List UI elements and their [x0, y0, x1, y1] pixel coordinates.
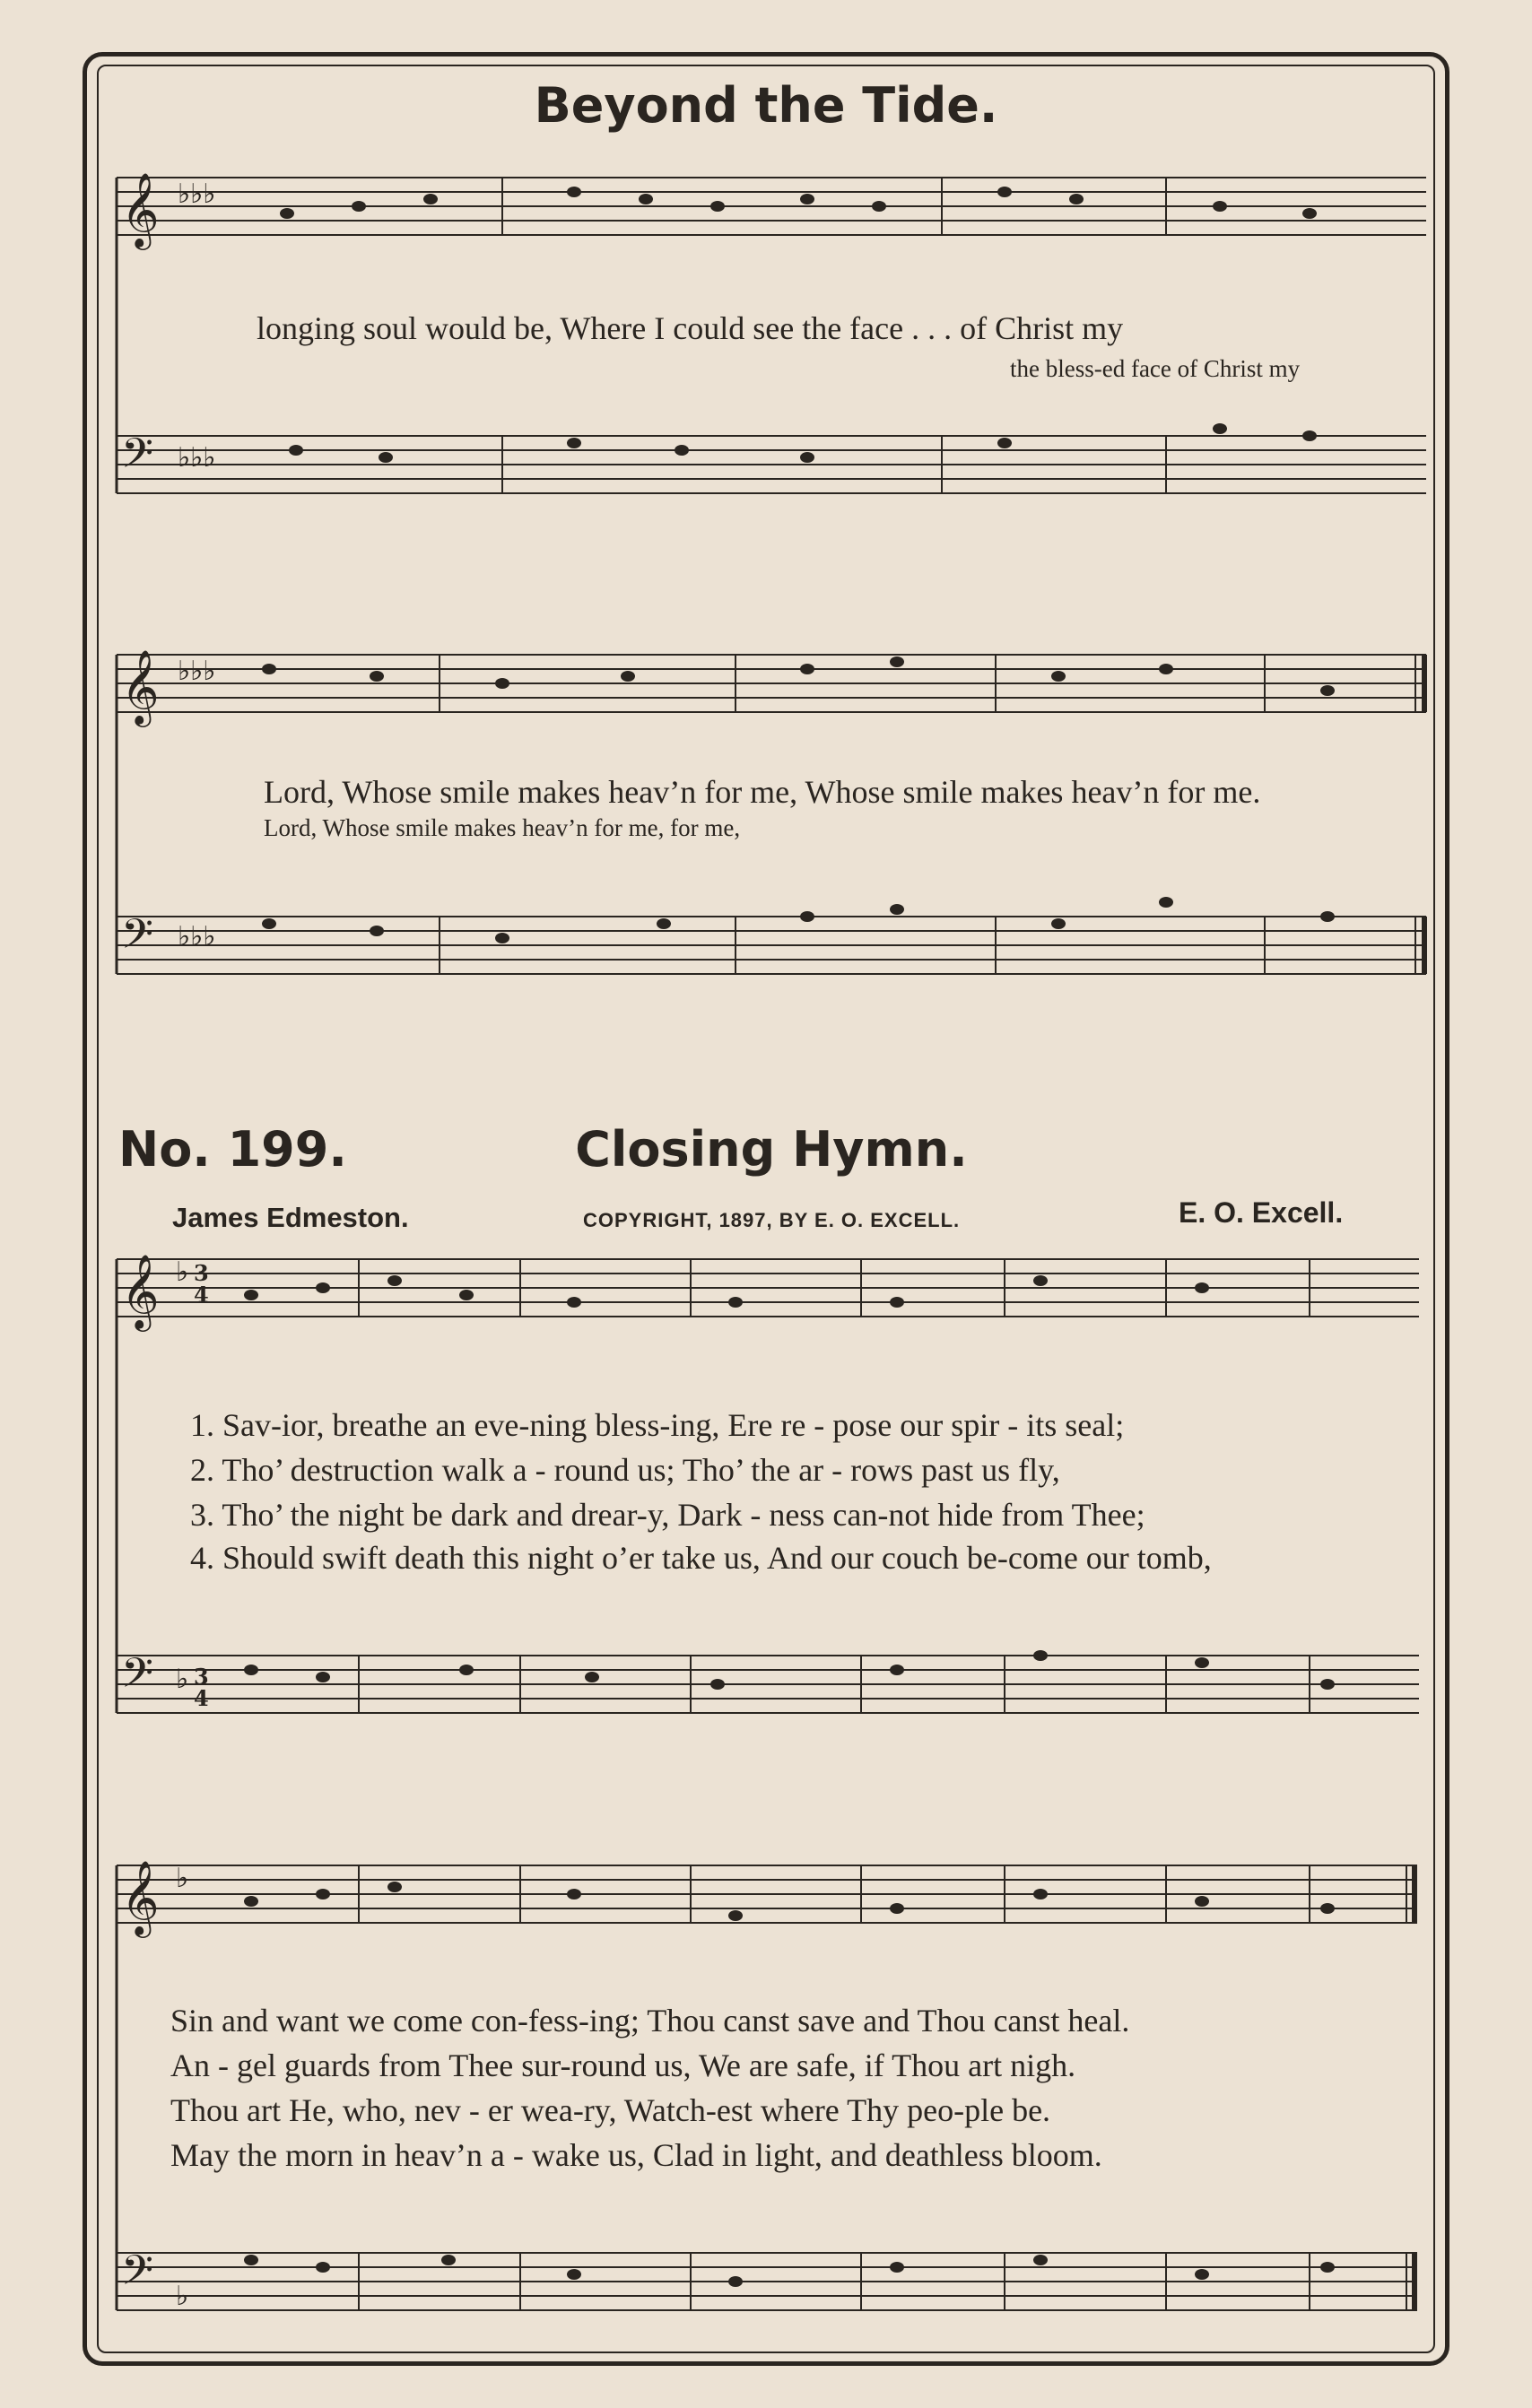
bass-clef-icon: 𝄢: [121, 2247, 154, 2305]
system-2-treble-staff: [117, 655, 1426, 712]
system-1-treble-staff: [117, 178, 1426, 235]
alto-lyrics-line-1: the bless-ed face of Christ my: [1010, 355, 1301, 382]
flat-icon: ♭♭♭: [178, 656, 216, 687]
flat-icon: ♭: [176, 1863, 189, 1894]
time-signature-icon: 3: [194, 1664, 209, 1690]
hymn-title-beyond-the-tide: Beyond the Tide.: [534, 77, 998, 134]
noteheads: [244, 187, 1335, 2287]
flat-icon: ♭: [176, 2281, 189, 2312]
flat-icon: ♭♭♭: [178, 921, 216, 952]
system-3-treble-staff: [117, 1259, 1419, 1317]
final-barlines: [1406, 655, 1424, 2310]
treble-clef-icon: 𝄞: [121, 1253, 160, 1328]
flat-icon: ♭♭♭: [178, 178, 216, 210]
treble-clef-icon: 𝄞: [121, 171, 160, 247]
bass-clef-icon: 𝄢: [121, 430, 154, 488]
alto-lyrics-line-2: Lord, Whose smile makes heav’n for me, for me,: [264, 814, 741, 841]
flat-icon: ♭♭♭: [178, 442, 216, 474]
system-4-bass-staff: [117, 2253, 1417, 2310]
system-3-bass-staff: [117, 1656, 1419, 1713]
system-4-treble-staff: [117, 1865, 1417, 1923]
verse-line: Sin and want we come con-fess-ing; Thou canst save and Thou canst heal.: [170, 2003, 1130, 2039]
bass-clef-icon: 𝄢: [121, 1649, 154, 1708]
copyright-notice: COPYRIGHT, 1897, BY E. O. EXCELL.: [583, 1209, 961, 1231]
author-credit: James Edmeston.: [172, 1202, 409, 1233]
verse-line: An - gel guards from Thee sur-round us, We are safe, if Thou art nigh.: [170, 2047, 1076, 2083]
flat-icon: ♭: [176, 1256, 189, 1288]
music-staves: [117, 178, 1426, 2310]
verse-line: 4. Should swift death this night o’er take us, And our couch be-come our tomb,: [190, 1540, 1212, 1576]
verse-line: 2. Tho’ destruction walk a - round us; Tho’ the ar - rows past us fly,: [190, 1452, 1060, 1488]
hymn-title-closing-hymn: Closing Hymn.: [575, 1121, 968, 1178]
verse-line: 1. Sav-ior, breathe an eve-ning bless-ing, Ere re - pose our spir - its seal;: [190, 1407, 1125, 1443]
verse-line: May the morn in heav’n a - wake us, Clad in light, and deathless bloom.: [170, 2137, 1102, 2173]
time-signature-icon: 4: [194, 1685, 209, 1711]
flat-icon: ♭: [176, 1664, 189, 1695]
bass-clef-icon: 𝄢: [121, 910, 154, 969]
verse-line: Thou art He, who, nev - er wea-ry, Watch-est where Thy peo-ple be.: [170, 2092, 1051, 2128]
treble-clef-icon: 𝄞: [121, 648, 160, 724]
lyrics-line-2: Lord, Whose smile makes heav’n for me, Whose smile makes heav’n for me.: [264, 774, 1261, 810]
measure-barlines: [359, 178, 1310, 2310]
system-2-bass-staff: [117, 917, 1426, 974]
hymn-number: No. 199.: [118, 1121, 347, 1178]
system-1-bass-staff: [117, 436, 1426, 493]
verse-line: 3. Tho’ the night be dark and drear-y, Dark - ness can-not hide from Thee;: [190, 1497, 1145, 1533]
time-signature-icon: 3: [194, 1260, 209, 1286]
lyrics-line-1: longing soul would be, Where I could see the face . . . of Christ my: [257, 310, 1124, 346]
treble-clef-icon: 𝄞: [121, 1859, 160, 1934]
time-signature-icon: 4: [194, 1282, 209, 1308]
composer-credit: E. O. Excell.: [1179, 1196, 1344, 1229]
